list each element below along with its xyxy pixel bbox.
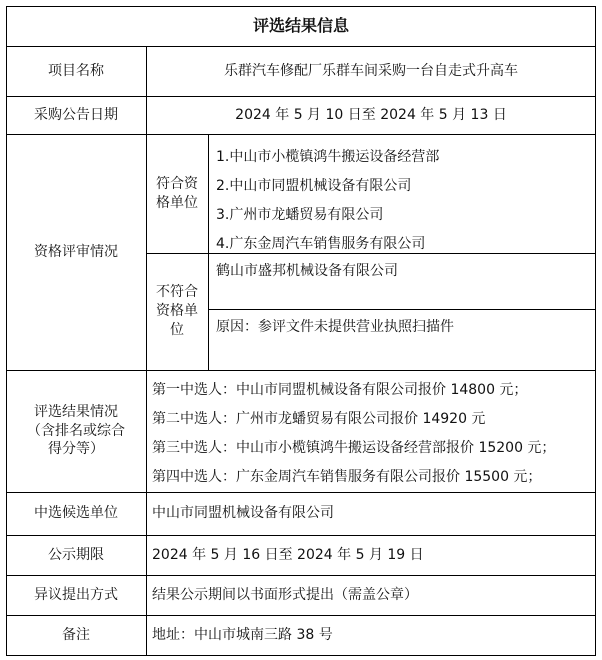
publicity-period-label: 公示期限	[48, 546, 104, 563]
unqualified-reason: 原因：参评文件未提供营业执照扫描件	[216, 319, 454, 335]
selection-results-label: 评选结果情况 （含排名或综合 得分等）	[27, 403, 125, 458]
selected-candidate-label: 中选候选单位	[34, 505, 118, 522]
selected-candidate-value: 中山市同盟机械设备有限公司	[152, 505, 334, 522]
result-line: 第三中选人：中山市小榄镇鸿牛搬运设备经营部报价 15200 元；	[152, 440, 556, 456]
unqualified-units-label: 不符合 资格单 位	[156, 284, 198, 338]
qualification-review-label: 资格评审情况	[34, 243, 118, 260]
project-name-value: 乐群汽车修配厂乐群车间采购一台自走式升高车	[224, 62, 518, 79]
result-line: 第四中选人：广东金周汽车销售服务有限公司报价 15500 元；	[152, 469, 542, 485]
objection-method-label: 异议提出方式	[34, 586, 118, 603]
remark-value: 地址：中山市城南三路 38 号	[152, 627, 333, 644]
project-name-label: 项目名称	[48, 62, 104, 79]
qualified-unit-item: 4.广东金周汽车销售服务有限公司	[216, 236, 426, 252]
result-line: 第一中选人：中山市同盟机械设备有限公司报价 14800 元；	[152, 382, 528, 398]
qualified-unit-item: 1.中山市小榄镇鸿牛搬运设备经营部	[216, 149, 440, 165]
document-title: 评选结果信息	[252, 16, 349, 36]
announcement-date-label: 采购公告日期	[34, 106, 118, 123]
result-line: 第二中选人：广州市龙蟠贸易有限公司报价 14920 元	[152, 411, 486, 427]
qualified-units-label: 符合资 格单位	[156, 175, 198, 211]
objection-method-value: 结果公示期间以书面形式提出（需盖公章）	[152, 586, 418, 603]
qualified-unit-item: 3.广州市龙蟠贸易有限公司	[216, 207, 384, 223]
publicity-period-value: 2024 年 5 月 16 日至 2024 年 5 月 19 日	[152, 546, 424, 563]
unqualified-company: 鹤山市盛邦机械设备有限公司	[216, 263, 398, 279]
qualified-unit-item: 2.中山市同盟机械设备有限公司	[216, 178, 412, 194]
announcement-date-value: 2024 年 5 月 10 日至 2024 年 5 月 13 日	[235, 106, 507, 123]
remark-label: 备注	[62, 627, 90, 644]
